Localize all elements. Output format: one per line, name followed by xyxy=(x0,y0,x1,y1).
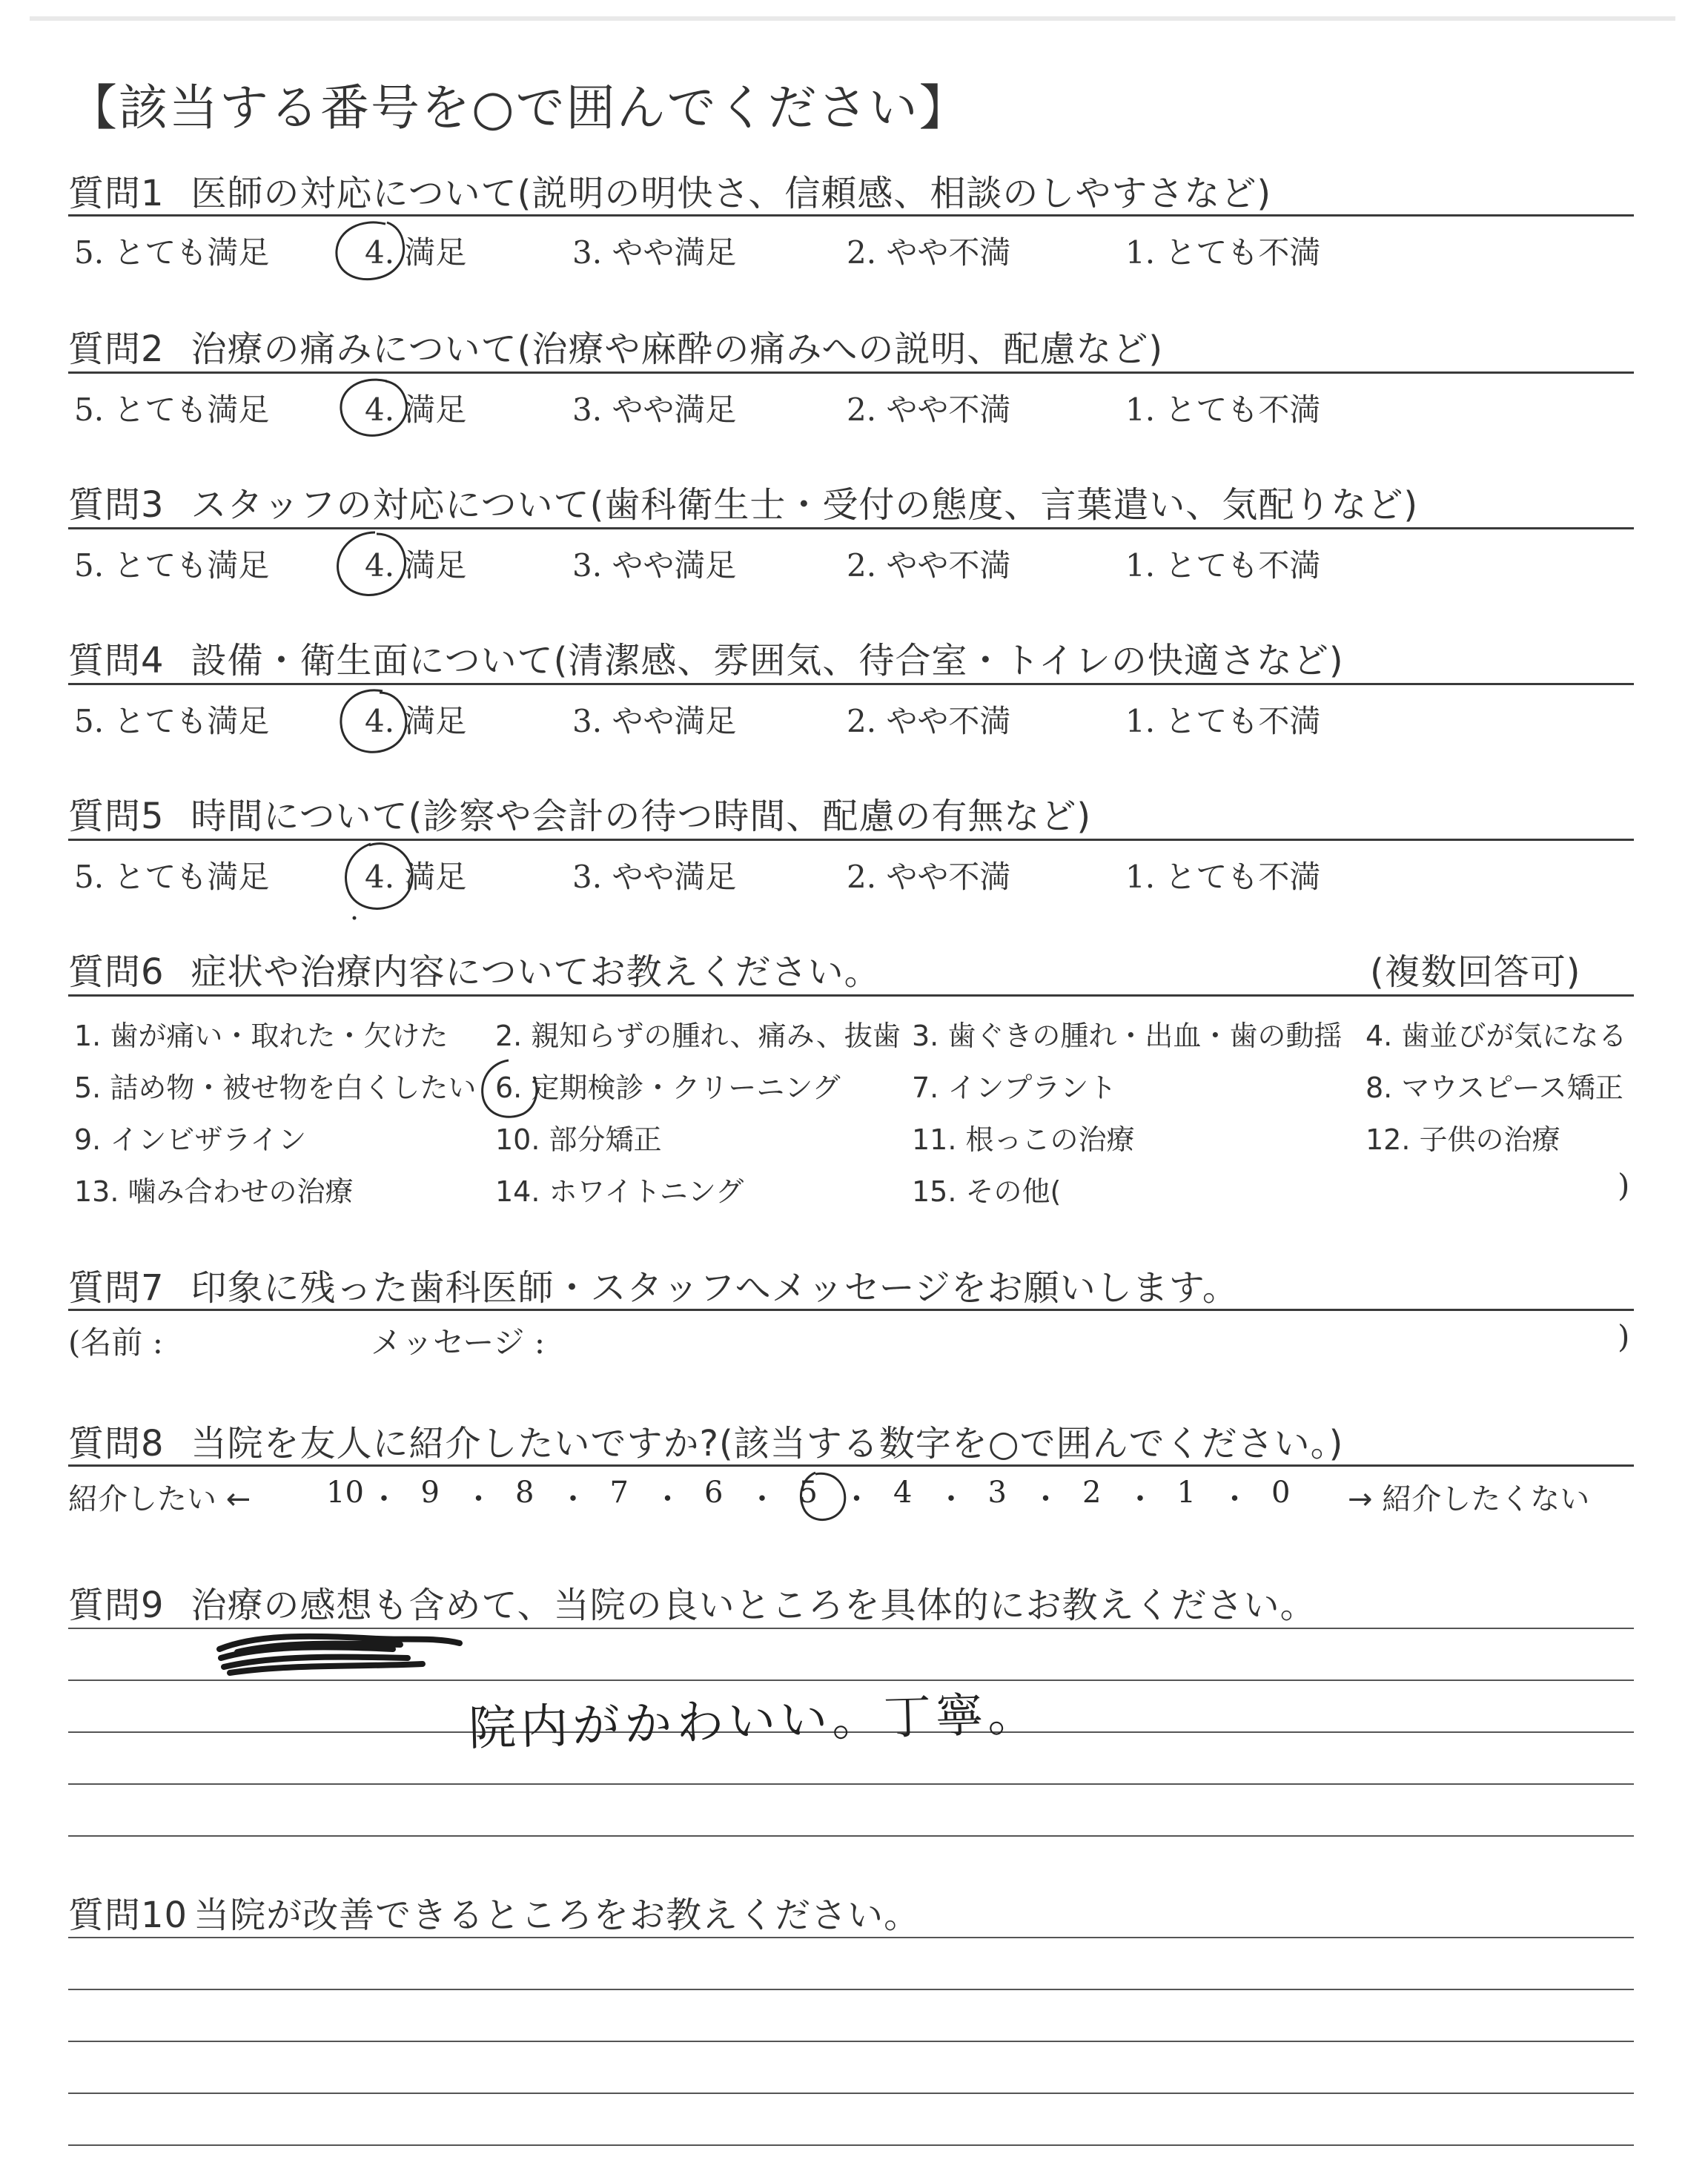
answer-line xyxy=(68,2144,1634,2146)
question-4-heading xyxy=(68,632,1344,683)
question-rule xyxy=(68,371,1634,374)
q6-option-2[interactable]: 2. 親知らずの腫れ、痛み、抜歯 xyxy=(495,1020,901,1052)
question-3-heading xyxy=(68,476,1418,527)
q8-scale-separator: ・ xyxy=(463,1482,494,1516)
q4-option-5[interactable]: 5. とても満足 xyxy=(74,703,270,739)
q5-option-3[interactable]: 3. やや満足 xyxy=(572,859,737,895)
question-10-heading xyxy=(68,1886,920,1938)
q3-option-4[interactable]: 4. 満足 xyxy=(365,547,467,584)
q6-other-close-paren: ) xyxy=(1618,1167,1630,1203)
question-number: 質問2 xyxy=(68,328,165,370)
q8-scale-value-9[interactable]: 9 xyxy=(420,1476,440,1510)
question-rule xyxy=(68,683,1634,685)
q6-option-6[interactable]: 6. 定期検診・クリーニング xyxy=(495,1071,841,1104)
q7-close-paren: ) xyxy=(1618,1318,1630,1355)
answer-line xyxy=(68,1783,1634,1785)
q8-scale-separator: ・ xyxy=(1125,1482,1155,1516)
question-text: 時間について(診察や会計の待つ時間、配慮の有無など) xyxy=(191,796,1092,837)
q2-option-5[interactable]: 5. とても満足 xyxy=(74,392,270,428)
scribbled-out-text xyxy=(215,1630,467,1682)
q5-option-4[interactable]: 4. 満足 xyxy=(365,859,467,895)
question-number: 質問5 xyxy=(68,796,165,837)
q2-option-3[interactable]: 3. やや満足 xyxy=(572,392,737,428)
question-number: 質問10 xyxy=(68,1895,188,1936)
q8-scale-value-0[interactable]: 0 xyxy=(1271,1476,1291,1510)
q8-scale-separator: ・ xyxy=(558,1482,588,1516)
q8-left-label: 紹介したい ← xyxy=(68,1482,251,1516)
question-rule xyxy=(68,1309,1634,1311)
q8-scale-separator: ・ xyxy=(747,1482,777,1516)
question-number: 質問9 xyxy=(68,1585,165,1626)
q7-name-label: (名前 : xyxy=(68,1324,163,1361)
answer-line xyxy=(68,1835,1634,1837)
question-number: 質問6 xyxy=(68,951,165,993)
question-number: 質問1 xyxy=(68,173,165,214)
q8-scale-value-4[interactable]: 4 xyxy=(893,1476,913,1510)
question-text: 当院を友人に紹介したいですか?(該当する数字を○で囲んでください。) xyxy=(191,1423,1344,1464)
q5-option-1[interactable]: 1. とても不満 xyxy=(1125,859,1321,895)
answer-line xyxy=(68,2041,1634,2042)
q5-option-5[interactable]: 5. とても満足 xyxy=(74,859,270,895)
q2-option-2[interactable]: 2. やや不満 xyxy=(847,392,1011,428)
answer-line xyxy=(68,1989,1634,1990)
q6-option-8[interactable]: 8. マウスピース矯正 xyxy=(1366,1071,1623,1104)
q6-option-1[interactable]: 1. 歯が痛い・取れた・欠けた xyxy=(74,1020,448,1052)
question-rule xyxy=(68,839,1634,841)
question-1-heading xyxy=(68,165,1271,216)
question-text: 印象に残った歯科医師・スタッフへメッセージをお願いします。 xyxy=(191,1267,1239,1309)
q6-option-4[interactable]: 4. 歯並びが気になる xyxy=(1366,1020,1627,1052)
q6-option-13[interactable]: 13. 噛み合わせの治療 xyxy=(74,1175,354,1208)
question-2-heading xyxy=(68,320,1163,371)
question-number: 質問3 xyxy=(68,484,165,526)
question-8-heading xyxy=(68,1415,1343,1466)
instruction-heading: 【該当する番号を○で囲んでください】 xyxy=(68,79,970,136)
q8-scale-value-1[interactable]: 1 xyxy=(1176,1476,1196,1510)
q1-option-4[interactable]: 4. 満足 xyxy=(365,234,467,271)
q6-option-7[interactable]: 7. インプラント xyxy=(912,1071,1117,1104)
q5-handdrawn-circle xyxy=(335,836,418,918)
q6-option-10[interactable]: 10. 部分矯正 xyxy=(495,1123,662,1156)
q8-scale-separator: ・ xyxy=(652,1482,683,1516)
q8-scale-separator: ・ xyxy=(1219,1482,1250,1516)
q6-option-11[interactable]: 11. 根っこの治療 xyxy=(912,1123,1135,1156)
q7-message-label: メッセージ : xyxy=(371,1324,545,1361)
q8-scale-separator: ・ xyxy=(936,1482,966,1516)
q6-option-5[interactable]: 5. 詰め物・被せ物を白くしたい xyxy=(74,1071,477,1104)
q1-option-5[interactable]: 5. とても満足 xyxy=(74,234,270,271)
q2-handdrawn-circle xyxy=(335,375,417,442)
q6-option-15[interactable]: 15. その他( xyxy=(912,1175,1062,1208)
question-number: 質問7 xyxy=(68,1267,165,1309)
question-9-heading xyxy=(68,1576,1317,1628)
q6-option-9[interactable]: 9. インビザライン xyxy=(74,1123,307,1156)
q8-handdrawn-circle xyxy=(793,1468,853,1527)
q4-handdrawn-circle xyxy=(334,685,415,759)
q3-handdrawn-circle xyxy=(332,528,414,602)
question-text: 当院が改善できるところをお教えください。 xyxy=(193,1895,921,1936)
q2-option-4[interactable]: 4. 満足 xyxy=(365,392,467,428)
q8-scale-value-6[interactable]: 6 xyxy=(704,1476,724,1510)
question-rule xyxy=(68,527,1634,529)
q8-scale-value-8[interactable]: 8 xyxy=(515,1476,534,1510)
question-text: 治療の痛みについて(治療や麻酔の痛みへの説明、配慮など) xyxy=(191,328,1164,370)
question-5-heading xyxy=(68,787,1091,839)
q6-option-14[interactable]: 14. ホワイトニング xyxy=(495,1175,744,1208)
q4-option-4[interactable]: 4. 満足 xyxy=(365,703,467,739)
question-number: 質問4 xyxy=(68,640,165,681)
scan-edge xyxy=(30,16,1675,21)
q6-handdrawn-circle xyxy=(474,1054,541,1121)
question-text: 医師の対応について(説明の明快さ、信頼感、相談のしやすさなど) xyxy=(191,173,1272,214)
question-7-heading xyxy=(68,1259,1239,1310)
question-rule xyxy=(68,214,1634,217)
q3-option-5[interactable]: 5. とても満足 xyxy=(74,547,270,584)
q4-option-2[interactable]: 2. やや不満 xyxy=(847,703,1011,739)
q5-option-2[interactable]: 2. やや不満 xyxy=(847,859,1011,895)
question-text: 治療の感想も含めて、当院の良いところを具体的にお教えください。 xyxy=(191,1585,1317,1626)
q8-scale-separator: ・ xyxy=(841,1482,872,1516)
q1-option-2[interactable]: 2. やや不満 xyxy=(847,234,1011,271)
q8-scale-separator: ・ xyxy=(369,1482,399,1516)
q8-scale-value-7[interactable]: 7 xyxy=(609,1476,629,1510)
question-rule xyxy=(68,1464,1634,1467)
question-6-heading xyxy=(68,943,881,994)
q6-option-3[interactable]: 3. 歯ぐきの腫れ・出血・歯の動揺 xyxy=(912,1020,1343,1052)
q4-option-3[interactable]: 3. やや満足 xyxy=(572,703,737,739)
q3-option-3[interactable]: 3. やや満足 xyxy=(572,547,737,584)
question-text: スタッフの対応について(歯科衛生士・受付の態度、言葉遣い、気配りなど) xyxy=(191,484,1419,526)
q8-right-label: → 紹介したくない xyxy=(1348,1482,1590,1516)
q8-scale-value-2[interactable]: 2 xyxy=(1082,1476,1102,1510)
answer-line xyxy=(68,1937,1634,1938)
q8-scale-separator: ・ xyxy=(1030,1482,1061,1516)
question-rule xyxy=(68,994,1634,997)
q8-scale-value-10[interactable]: 10 xyxy=(326,1476,364,1510)
q8-scale-value-5[interactable]: 5 xyxy=(798,1476,818,1510)
q6-option-12[interactable]: 12. 子供の治療 xyxy=(1366,1123,1560,1156)
q9-handwritten-answer: 院内がかわいい。丁寧。 xyxy=(468,1686,1040,1757)
q1-option-3[interactable]: 3. やや満足 xyxy=(572,234,737,271)
q1-handdrawn-circle xyxy=(332,217,414,285)
question-text: 症状や治療内容についてお教えください。 xyxy=(191,951,881,993)
multiple-answer-note: (複数回答可) xyxy=(1370,951,1581,993)
question-text: 設備・衛生面について(清潔感、雰囲気、待合室・トイレの快適さなど) xyxy=(191,640,1344,681)
answer-line xyxy=(68,2093,1634,2094)
q3-option-2[interactable]: 2. やや不満 xyxy=(847,547,1011,584)
q4-option-1[interactable]: 1. とても不満 xyxy=(1125,703,1321,739)
answer-line xyxy=(68,1628,1634,1629)
q3-option-1[interactable]: 1. とても不満 xyxy=(1125,547,1321,584)
q2-option-1[interactable]: 1. とても不満 xyxy=(1125,392,1321,428)
q1-option-1[interactable]: 1. とても不満 xyxy=(1125,234,1321,271)
q8-scale-value-3[interactable]: 3 xyxy=(987,1476,1007,1510)
question-number: 質問8 xyxy=(68,1423,165,1464)
